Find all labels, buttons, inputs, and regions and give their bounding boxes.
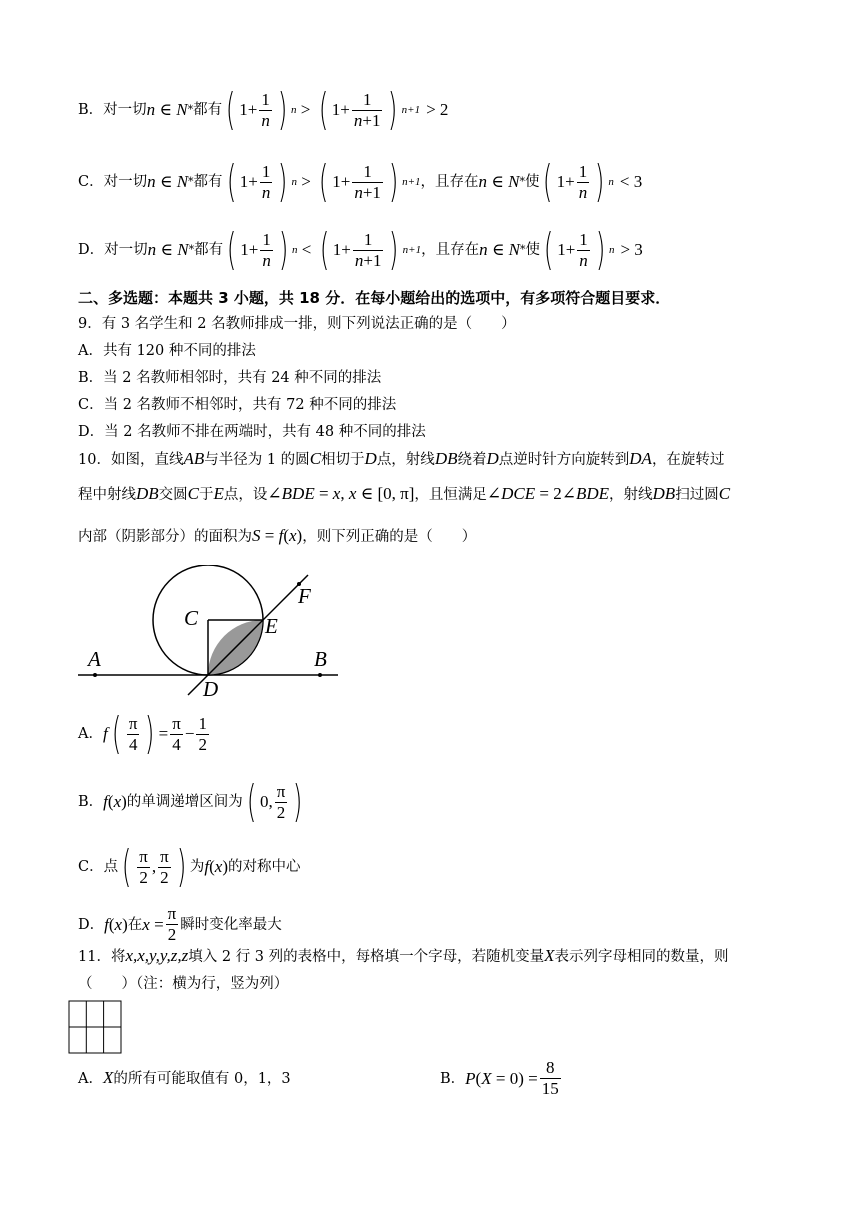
q9-option-c: C．当 2 名教师不相邻时，共有 72 种不同的排法 xyxy=(78,397,397,413)
q8-option-d: D． 对一切 n ∈ N * 都有 ( 1+ $\frac{1}{n}$ ) n < ( 1+ $\frac{1}{n+1}$ ) n+1 ，且存在 n ∈ N * 使 ( 1+ $\frac{1}{n}$ ) n > 3 xyxy=(78,224,643,275)
label-f: F xyxy=(298,584,311,608)
q9-option-d: D．当 2 名教师不排在两端时，共有 48 种不同的排法 xyxy=(78,424,426,440)
label-e: E xyxy=(265,614,278,638)
point-a xyxy=(93,673,97,677)
q8-option-c: C． 对一切 n ∈ N * 都有 ( 1+ $\frac{1}{n}$ ) n > ( 1+ $\frac{1}{n+1}$ ) n+1 ，且存在 n ∈ N * 使 ( 1+ $\frac{1}{n}$ ) n < 3 xyxy=(78,156,643,207)
q10-stem-line3: 内部（阴影部分）的面积为S = f(x)，则下列正确的是（ ） xyxy=(78,526,477,545)
q9-option-a: A．共有 120 种不同的排法 xyxy=(78,343,256,359)
q11-stem-line2: （ ）（注：横为行，竖为列） xyxy=(78,976,289,992)
q10-option-b: B． f(x) 的单调递增区间为 ( 0, $\frac{\pi}{2}$ ) xyxy=(78,776,303,827)
q10-option-d: D． f(x) 在 x = $\frac{\pi}{2}$ 瞬时变化率最大 xyxy=(78,904,282,944)
q10-stem-line2: 程中射线DB交圆C于E点，设∠BDE = x, x ∈ [0, π]，且恒满足∠DCE = 2∠BDE，射线DB扫过圆C xyxy=(78,484,731,503)
q10-option-c: C．点 ( $\frac{\pi}{2}$ , $\frac{\pi}{2}$ ) 为 f(x) 的对称中心 xyxy=(78,841,301,892)
q11-option-a: A．X的所有可能取值有 0，1，3 xyxy=(78,1068,291,1087)
label-c: C xyxy=(184,606,199,630)
q11-option-b: B． P(X = 0) = $\frac{8}{15}$ xyxy=(440,1058,559,1098)
label-a: A xyxy=(88,647,101,671)
point-b xyxy=(318,673,322,677)
q9-option-b: B．当 2 名教师相邻时，共有 24 种不同的排法 xyxy=(78,370,382,386)
q10-stem-line1: 10．如图，直线AB与半径为 1 的圆C相切于D点，射线DB绕着D点逆时针方向旋转到DA，在旋转过 xyxy=(78,449,725,468)
q10-figure xyxy=(70,565,360,705)
section-heading: 二、多选题：本题共 3 小题，共 18 分．在每小题给出的选项中，有多项符合题目要求． xyxy=(78,289,671,307)
q8-option-b: B． 对一切 n ∈ N * 都有 ( 1+ $\frac{1}{n}$ ) n > ( 1+ $\frac{1}{n+1}$ ) n+1 > 2 xyxy=(78,84,449,135)
q11-stem-line1: 11．将x,x,y,y,z,z填入 2 行 3 列的表格中，每格填一个字母，若随机变量X表示列字母相同的数量，则 xyxy=(78,946,729,965)
q9-stem: 9．有 3 名学生和 2 名教师排成一排，则下列说法正确的是（ ） xyxy=(78,316,516,332)
label-d: D xyxy=(203,677,219,701)
q10-option-a: A． f ( $\frac{\pi}{4}$ ) = $\frac{\pi}{4}$ − $\frac{1}{2}$ xyxy=(78,708,207,759)
q11-grid xyxy=(68,1000,124,1056)
label-b: B xyxy=(314,647,327,671)
